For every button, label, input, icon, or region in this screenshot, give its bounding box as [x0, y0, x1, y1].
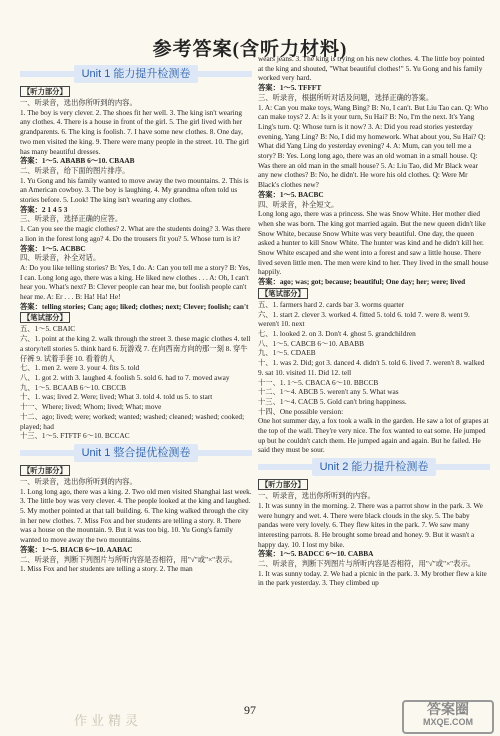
text-paragraph: 四、听录音，补全短文。	[258, 199, 339, 209]
text-paragraph: 六、1. start 2. clever 3. worked 4. fitted 5. told 6. told 7. were 8. went 9. weren't 10. next	[258, 309, 470, 329]
text-paragraph: A: Do you like telling stories? B: Yes, I do. A: Can you tell me a story? B: Yes, I can. Long long ago, there was a king. He liked new clothes . . . A: Oh, I can't hear you. What's next? B: Clever people can hear me, but foolish people can't hear me. A: Er . . . B: Ha! Ha! He!	[20, 262, 251, 302]
section-banner	[20, 65, 252, 83]
stamp-line1: 答案圈	[427, 701, 469, 717]
text-paragraph: 1. Yu Gong and his family wanted to move away the two mountains. 2. This is an American cowboy. 3. The boy is laughing. 4. My grandma often told us stories before. 5. Look! The king isn't wearing any clothes.	[20, 175, 249, 205]
section-banner	[258, 458, 490, 476]
text-paragraph: 七、1. looked 2. on 3. Don't 4. ghost 5. grandchildren	[258, 328, 416, 338]
site-stamp-logo	[402, 700, 494, 734]
text-paragraph: 1. The boy is very clever. 2. The shoes fit her well. 3. The king isn't wearing any clothes. 4. There is a house in front of the girl. 5. The girl lived with her grandparents. 6. The king is foolish. 7. I have some new clothes. 8. One day, two men visited the king. 9. There were many people in the street. 10. The girl has many beautiful dresses.	[20, 107, 249, 156]
text-paragraph: One hot summer day, a fox took a walk in the garden. He saw a lot of grapes at the top of the wall. They're very nice. The fox wanted to eat some. He jumped up but he couldn't catch them. He jumped again and again. But he failed. He said they must be sour.	[258, 416, 489, 455]
text-paragraph: 1. Can you see the magic clothes? 2. What are the students doing? 3. Was there a lion in the forest long ago? 4. Do the trousers fit you? 5. Whose turn is it?	[20, 224, 251, 243]
stamp-line2: MXQE.COM	[422, 717, 473, 727]
watermark: 作业精灵	[74, 713, 143, 728]
text-paragraph: 五、1～5. CBAIC	[20, 324, 76, 334]
part-heading: 【笔试部分】	[20, 312, 70, 323]
part-heading: 【笔试部分】	[258, 288, 308, 299]
text-paragraph: 1. It was sunny today. 2. We had a picnic in the park. 3. My brother flew a kite in the park yesterday. 3. They climbed up	[258, 568, 487, 588]
part-heading-row	[258, 478, 490, 491]
text-paragraph: 三、听录音，选择正确的应答。	[20, 214, 123, 224]
part-heading: 【听力部分】	[20, 465, 70, 476]
text-paragraph: 六、1. point at the king 2. walk through the street 3. these magic clothes 4. tell a story/tell stories 5. think hard 6. 玩游戏 7. 在向西南方向的那一刻 8. 穿牛仔裤 9. 试着手套 10. 看着的人	[20, 334, 251, 363]
text-paragraph: 三、听录音，根据所听对话及问题，选择正确的答案。	[258, 92, 434, 102]
text-paragraph: 一、听录音，选出你所听到的内容。	[20, 476, 137, 486]
text-paragraph: 九、1～5. BCAAB 6～10. CBCCB	[20, 382, 127, 392]
text-paragraph: 十、1. was; lived 2. Were; lived; What 3. told 4. told us 5. to start	[20, 392, 213, 402]
answer-line: 答案：1～5. BIACB 6～10. AABAC	[20, 544, 133, 554]
right-column	[258, 54, 490, 588]
text-paragraph: 一、听录音，选出你所听到的内容。	[258, 491, 375, 501]
page-title: 参考答案(含听力材料)	[152, 39, 348, 60]
text-paragraph: Long long ago, there was a princess. She was Snow White. Her mother died when she was born. The king got married again. But the new queen didn't like Snow White, because Snow White was very beautiful. One day, the queen asked a hunter to kill Snow White. The hunter was kind and he didn't kill her. Snow White escaped and she went into a forest and saw a little house. There lived seven little men. The men were kind to her. They lived in the small house happily.	[258, 209, 489, 277]
banner-label: Unit 2 能力提升检测卷	[312, 458, 437, 476]
part-heading-row	[20, 85, 252, 98]
text-paragraph: 九、1～5. CDAEB	[258, 348, 316, 358]
text-paragraph: 十一、Where; lived; Whom; lived; What; move	[20, 402, 162, 412]
text-paragraph: 1. Long long ago, there was a king. 2. Two old men visited Shanghai last week. 3. The little boy was very clever. 4. The people looked at the king and laughed. 5. My mother pointed at that tall building. 6. The king walked through the city in her new clothes. 7. Miss Fox and her students are telling a story. 8. There was a house on the mountain. 9. But it was too big. 10. Yu Gong's family wanted to move away the two mountains.	[20, 486, 252, 545]
text-paragraph: 十二、ago; lived; were; worked; wanted; washed; cleaned; washed; cooked; played; had	[20, 411, 245, 431]
answer-line: 答案：ago; was; got; because; beautiful; One day; her; were; lived	[258, 277, 466, 287]
answer-line: 答案：1～5. ACBBC	[20, 243, 86, 253]
answer-line: 答案：1～5. TFFFT	[258, 83, 322, 93]
part-heading-row	[20, 464, 252, 477]
text-paragraph: 二、听录音，判断下列图片与所听内容是否相符，用"√"或"×"表示。	[258, 559, 476, 569]
part-heading: 【听力部分】	[258, 479, 308, 490]
part-heading: 【听力部分】	[20, 86, 70, 97]
text-paragraph: 十一、1. 1～5. CBACA 6～10. BBCCB	[258, 377, 379, 387]
part-heading-row	[20, 311, 252, 324]
part-heading-row	[258, 287, 490, 300]
text-paragraph: 1. Miss Fox and her students are telling a story. 2. The man	[20, 564, 193, 574]
text-paragraph: 二、听录音，判断下列图片与所听内容是否相符，用"√"或"×"表示。	[20, 554, 238, 564]
text-paragraph: 十三、1～4. CACB 5. Gold can't bring happiness.	[258, 396, 407, 406]
answer-line: 答案：1～5. ABABB 6～10. CBAAB	[20, 156, 135, 166]
banner-label: Unit 1 整合提优检测卷	[74, 444, 199, 462]
text-paragraph: wears jeans. 3. The king is trying on his new clothes. 4. The little boy pointed at the king and shouted, "What beautiful clothes!" 5. Yu Gong and his family worked very hard.	[258, 54, 485, 83]
page-number: 97	[244, 703, 256, 717]
text-paragraph: 四、听录音，补全对话。	[20, 253, 101, 263]
text-paragraph: 1. A: Can you make toys, Wang Bing? B: No, I can't. But Liu Tao can. Q: Who can make toys? 2. A: Is it your turn, Su Hai? B: No, I'm the next. It's Yang Ling's turn. Q: Whose turn is it now? 3. A: Did you read stories yesterday evening, Yang Ling? B: No, I did my homework. What about you, Su Hai? Q: What did Yang Ling do yesterday evening? 4. A: Mum, can you tell me a story? B: Yes. Long long ago, there was an old woman in a small house. Q: Was there an old man in the small house? 5. A: Liu Tao, did Mr Black wear any new clothes? B: No, he didn't. He wore his old clothes. Q: Were Mr Black's clothes new?	[258, 102, 489, 190]
banner-label: Unit 1 能力提升检测卷	[74, 65, 199, 83]
text-paragraph: 八、1. got 2. with 3. laughed 4. foolish 5. sold 6. had to 7. moved away	[20, 372, 230, 382]
text-paragraph: 十二、1～4. ABCB 5. weren't any 5. What was	[258, 387, 399, 397]
left-column	[20, 62, 252, 574]
text-paragraph: 七、1. men 2. were 3. your 4. fits 5. told	[20, 363, 140, 373]
answer-line: 答案：1～5. BACBC	[258, 189, 324, 199]
answer-line: 答案：1～5. BADCC 6～10. CABBA	[258, 549, 374, 559]
text-paragraph: 一、听录音，选出你所听到的内容。	[20, 98, 137, 107]
text-paragraph: 十四、One possible version:	[258, 406, 344, 416]
text-paragraph: 五、1. farmers hard 2. cards bar 3. worms quarter	[258, 299, 405, 309]
text-paragraph: 十、1. was 2. Did; got 3. danced 4. didn't 5. told 6. lived 7. weren't 8. walked 9. sat 10. visited 11. Did 12. tell	[258, 358, 485, 377]
answer-line: 答案：telling stories; Can; ago; liked; clothes; next; Clever; foolish; can't	[20, 301, 249, 311]
text-paragraph: 二、听录音，给下面的图片排序。	[20, 165, 130, 175]
text-paragraph: 八、1～5. CABCB 6～10. ABABB	[258, 338, 365, 348]
text-paragraph: 十三、1～5. FTFTF 6～10. BCCAC	[20, 431, 130, 441]
text-paragraph: 1. It was sunny in the morning. 2. There was a parrot show in the park. 3. We were hungry and wet. 4. There were black clouds in the sky. 5. The baby pandas were very lovely. 6. They flew kites in the park. 7. We saw many interesting parrots. 8. He brought some bread and honey. 9. But it wasn't a happy day. 10. I lost my bike.	[258, 500, 483, 549]
section-banner	[20, 444, 252, 462]
answer-line: 答案：2 1 4 5 3	[20, 204, 68, 214]
